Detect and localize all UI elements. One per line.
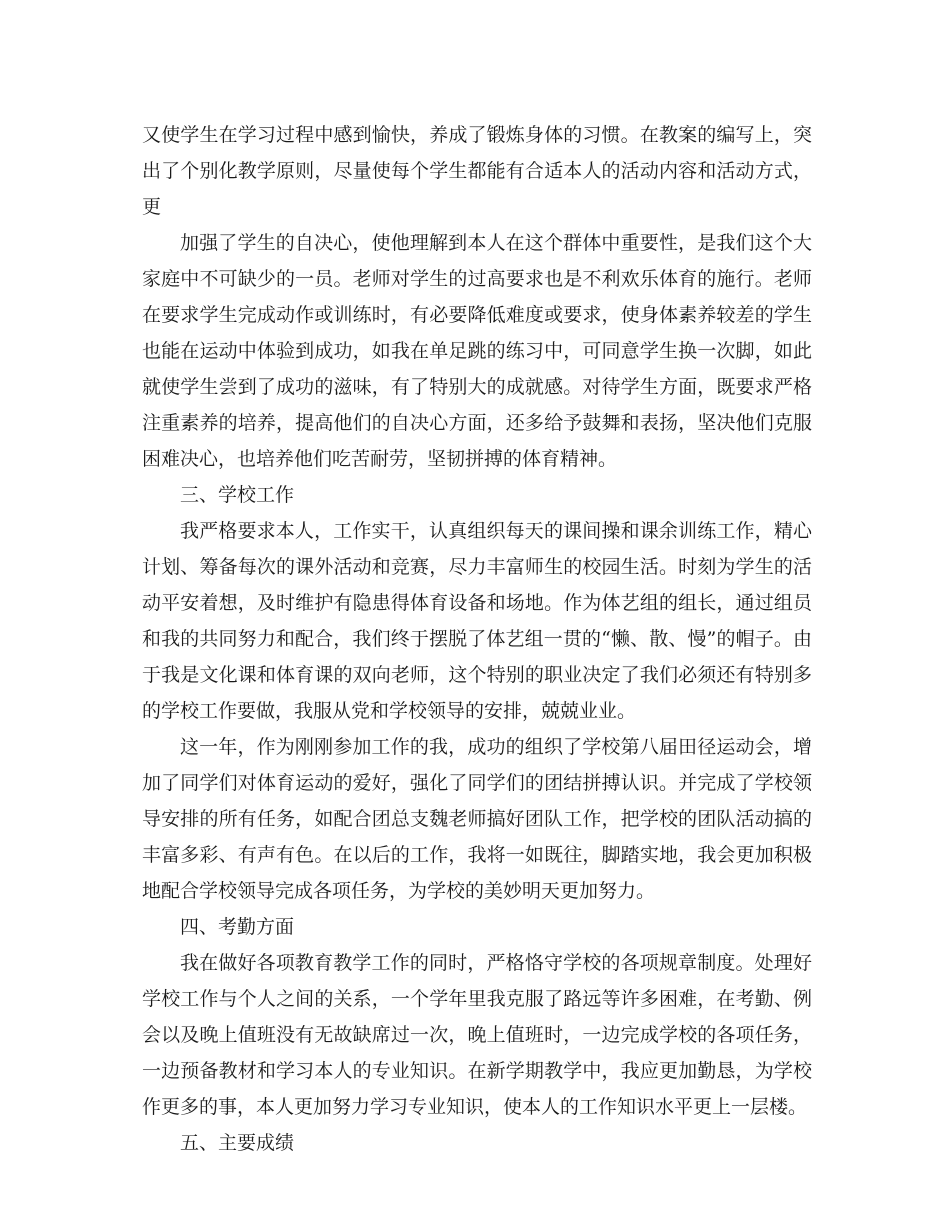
- paragraph-student-confidence: 加强了学生的自决心，使他理解到本人在这个群体中重要性，是我们这个大家庭中不可缺少的一员。老师对学生的过高要求也是不利欢乐体育的施行。老师在要求学生完成动作或训练时，有必要降低难度或要求，使身体素养较差的学生也能在运动中体验到成功，如我在单足跳的练习中，可同意学生换一次脚，如此就使学生尝到了成功的滋味，有了特别大的成就感。对待学生方面，既要求严格注重素养的培养，提高他们的自决心方面，还多给予鼓舞和表扬，坚决他们克服困难决心，也培养他们吃苦耐劳，坚韧拼搏的体育精神。: [142, 232, 812, 470]
- document-body: [142, 117, 812, 1161]
- paragraph-school-work: 我严格要求本人，工作实干，认真组织每天的课间操和课余训练工作，精心计划、筹备每次的课外活动和竞赛，尽力丰富师生的校园生活。时刻为学生的活动平安着想，及时维护有隐患得体育设备和场地。作为体艺组的组长，通过组员和我的共同努力和配合，我们终于摆脱了体艺组一贯的“懒、散、慢”的帽子。由于我是文化课和体育课的双向老师，这个特别的职业决定了我们必须还有特别多的学校工作要做，我服从党和学校领导的安排，兢兢业业。: [142, 520, 812, 722]
- paragraph-attendance: 我在做好各项教育教学工作的同时，严格恪守学校的各项规章制度。处理好学校工作与个人之间的关系，一个学年里我克服了路远等许多困难，在考勤、例会以及晚上值班没有无故缺席过一次，晚上值班时，一边完成学校的各项任务，一边预备教材和学习本人的专业知识。在新学期教学中，我应更加勤恳，为学校作更多的事，本人更加努力学习专业知识，使本人的工作知识水平更上一层楼。: [142, 952, 812, 1118]
- section-heading-achievements: 五、主要成绩: [180, 1132, 295, 1154]
- paragraph-sports-meet: 这一年，作为刚刚参加工作的我，成功的组织了学校第八届田径运动会，增加了同学们对体育运动的爱好，强化了同学们的团结拼搏认识。并完成了学校领导安排的所有任务，如配合团总支魏老师搞好团队工作，把学校的团队活动搞的丰富多彩、有声有色。在以后的工作，我将一如既往，脚踏实地，我会更加积极地配合学校领导完成各项任务，为学校的美妙明天更加努力。: [142, 736, 812, 902]
- section-heading-attendance: 四、考勤方面: [180, 916, 295, 938]
- paragraph-continuation: 又使学生在学习过程中感到愉快，养成了锻炼身体的习惯。在教案的编写上，突出了个别化教学原则，尽量使每个学生都能有合适本人的活动内容和活动方式，更: [142, 124, 812, 218]
- section-heading-school-work: 三、学校工作: [180, 484, 295, 506]
